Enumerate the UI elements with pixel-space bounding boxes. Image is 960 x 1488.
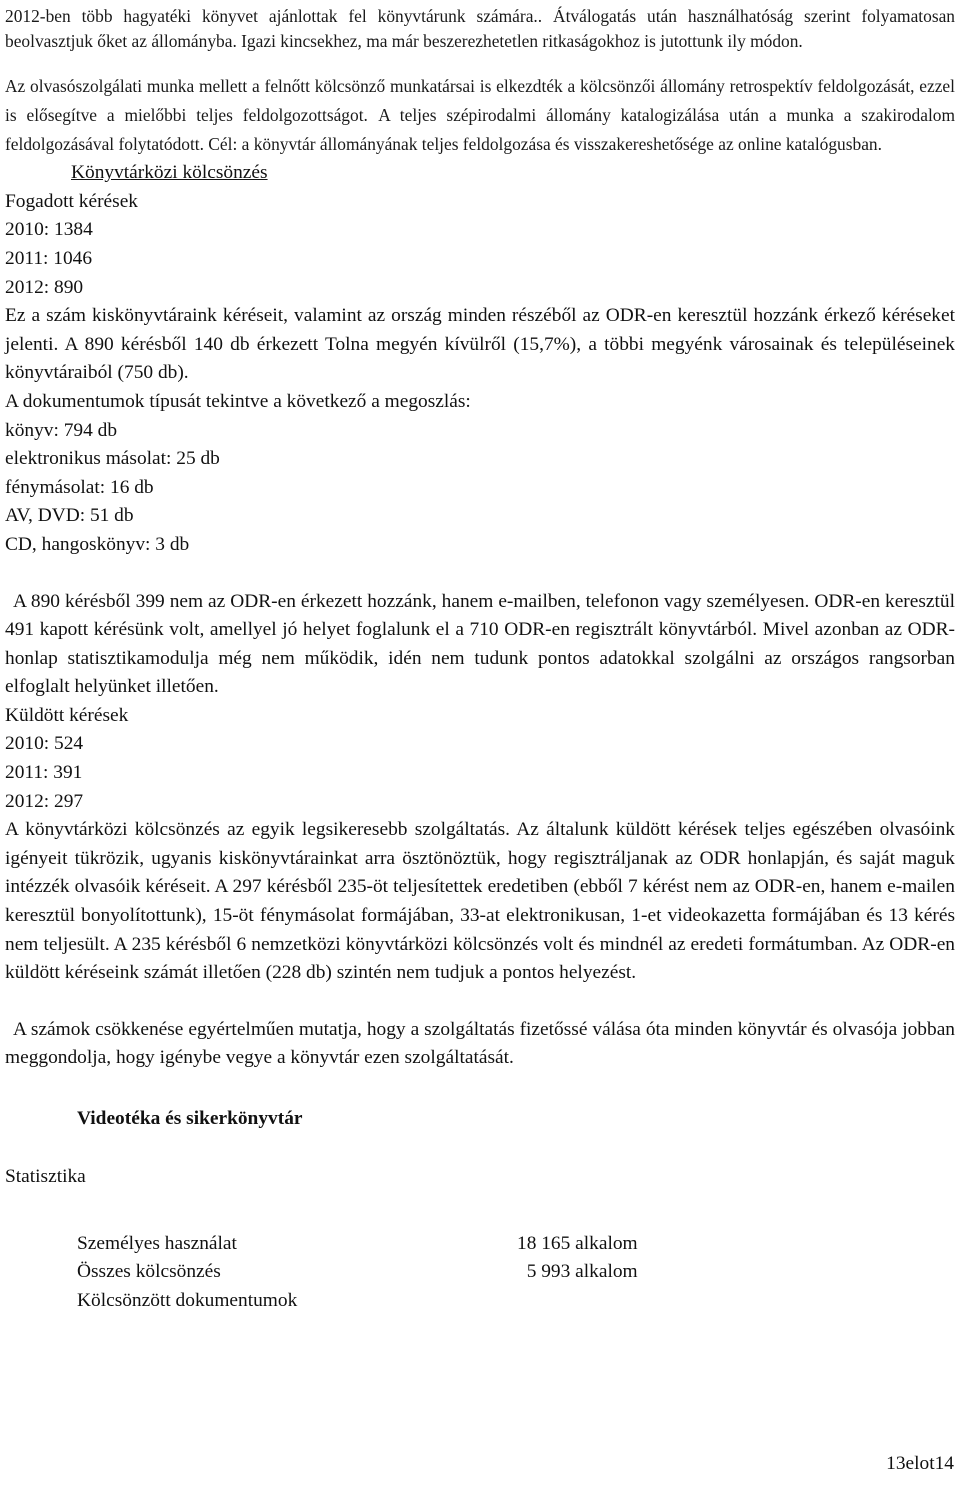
stat-name: Személyes használat: [77, 1232, 237, 1254]
stat-value: 18 165 alkalom: [517, 1232, 638, 1254]
doc-type-item: elektronikus másolat: 25 db: [5, 448, 220, 470]
paragraph-bequests: 2012-ben több hagyatéki könyvet ajánlottak fel könyvtárunk számára.. Átválogatás után használhatóság szerint folyamatosan beolvasztjuk őket az állományba. Igazi kincsekhez, ma már beszerezhetetlen ritkaságokhoz is jutottunk ily módon.: [5, 6, 955, 52]
stat-row: [77, 1258, 955, 1287]
ill-title: Könyvtárközi kölcsönzés: [71, 162, 268, 184]
document-page: [5, 0, 955, 1315]
sent-2010: 2010: 524: [5, 733, 84, 755]
doc-type-item: AV, DVD: 51 db: [5, 505, 134, 527]
retrospective-text-a: Az olvasószolgálati munka mellett a felnőtt kölcsönző munkatársai is elkezdték a kölcsönzői állomány retrospektív feldolgozását, ezzel is elősegítve a mielőbbi teljes feldolgozottságot.: [5, 76, 955, 125]
paragraph-explain: [5, 302, 955, 388]
sent-heading: Küldött kérések: [5, 704, 129, 726]
paragraph-decline: A számok csökkenése egyértelműen mutatja, hogy a szolgáltatás fizetőssé válása óta minden könyvtár és olvasója jobban meggondolja, hogy igénybe vegye a könyvtár ezen szolgáltatását.: [5, 1018, 955, 1069]
doc-types-intro: A dokumentumok típusát tekintve a következő a megoszlás:: [5, 390, 471, 412]
received-2010: 2010: 1384: [5, 219, 93, 241]
stat-name: Kölcsönzött dokumentumok: [77, 1289, 298, 1311]
received-heading: Fogadott kérések: [5, 190, 139, 212]
received-2012: 2012: 890: [5, 276, 84, 298]
received-2011: 2011: 1046: [5, 247, 93, 269]
stat-row: [77, 1230, 955, 1259]
doc-type-item: CD, hangoskönyv: 3 db: [5, 533, 190, 555]
paragraph-success: A könyvtárközi kölcsönzés az egyik legsikeresebb szolgáltatás. Az általunk küldött kérések teljes egészében olvasóink igényeit tükrözik, ugyanis kiskönyvtárainkat arra ösztönöztük, hogy regisztráljanak az ODR honlapján, és saját maguk intézzék olvasóik kéréseit. A 297 kérésből 235-öt teljesítettek eredetiben (ebből 7 kérést nem az ODR-en, hanem e-mailen keresztül bonyolítottunk), 15-öt fénymásolat formájában, 33-at elektronikusan, 1-et videokazetta formájában és 13 kérés nem teljesült. A 235 kérésből 6 nemzetközi könyvtárközi kölcsönzés volt és mindnél az eredeti formátumban. Az ODR-en küldött kéréseink számát illetően (228 db) szintén nem tudjuk a pontos helyezést.: [5, 819, 955, 984]
sent-2011: 2011: 391: [5, 762, 83, 784]
statistics-table: [77, 1230, 955, 1316]
doc-type-item: fénymásolat: 16 db: [5, 476, 154, 498]
explain-text-b: A 890 kérésből 140 db érkezett Tolna megyén kívülről (15,7%), a többi megyénk városainak és településeinek könyvtáraiból (750 db).: [5, 333, 955, 384]
stat-name: Összes kölcsönzés: [77, 1261, 221, 1283]
stat-row: [77, 1287, 955, 1316]
paragraph-odr: A 890 kérésből 399 nem az ODR-en érkezett hozzánk, hanem e-mailben, telefonon vagy személyesen. ODR-en keresztül 491 kapott kérésünk volt, amellyel jó helyet foglalunk el a 710 ODR-en regisztrált könyvtárból. Mivel azonban az ODR-honlap statisztikamodulja még nem működik, idén nem tudunk pontos adatokkal szolgálni az országos rangsorban elfoglalt helyünket illetően.: [5, 590, 955, 698]
paragraph-retrospective: [5, 73, 955, 159]
retrospective-text-b: A teljes szépirodalmi állomány katalogizálása után a munka a szakirodalom feldolgozásával folytatódott. Cél: a könyvtár állományának teljes feldolgozása és visszakereshetősége az online katalógusban.: [5, 105, 955, 154]
sent-2012: 2012: 297: [5, 790, 84, 812]
statistics-label: Statisztika: [5, 1166, 86, 1187]
stat-value: 5 993 alkalom: [517, 1261, 638, 1283]
ill-title-line: [5, 159, 955, 188]
explain-text-a: Ez a szám kiskönyvtáraink kéréseit, valamint az ország minden részéből az ODR-en keresztül hozzánk érkező kéréseket jelenti.: [5, 305, 955, 355]
page-number: 13elot14: [886, 1453, 954, 1474]
video-heading: Videotéka és sikerkönyvtár: [77, 1108, 303, 1129]
doc-type-item: könyv: 794 db: [5, 419, 118, 441]
